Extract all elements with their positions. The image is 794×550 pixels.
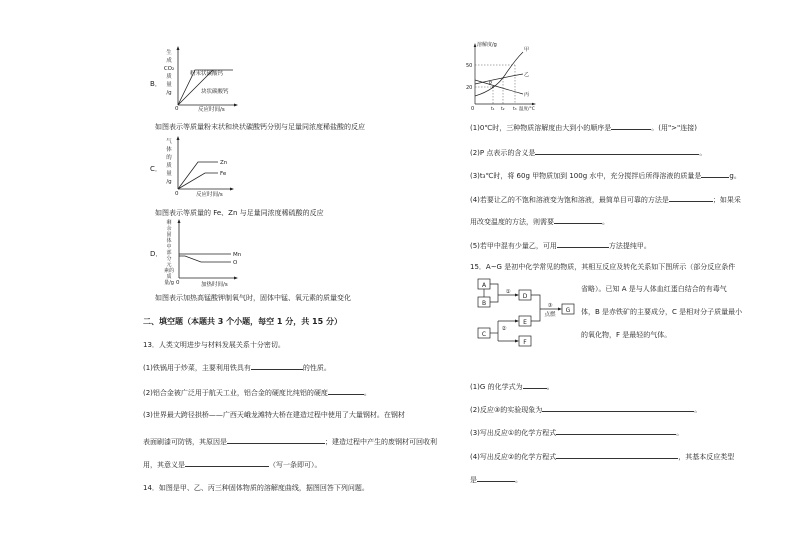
- chart-c-origin: 0: [175, 191, 179, 197]
- chart-b-caption: 如图表示等质量粉末状和块状碳酸钙分别与足量同浓度稀盐酸的反应: [155, 123, 365, 131]
- q15-part4-line1: (4)写出反应②的化学方程式 ，其基本反应类型: [470, 453, 735, 461]
- chart-d-ylabel-5: 部: [166, 250, 172, 256]
- q15-diagram: [474, 277, 584, 352]
- chart-b: [163, 45, 283, 115]
- q13-part3-line3: 用，其意义是 （写一条即可）。: [143, 461, 322, 469]
- chart-b-ylabel-0: 生: [166, 50, 172, 56]
- box-e-label: E: [523, 319, 527, 326]
- chart-d-line-o: [179, 256, 231, 262]
- sol-ylabel: 溶解度/g: [477, 42, 497, 48]
- q15-part4-line2: 是 。: [470, 476, 522, 484]
- chart-d-ylabel-8: 素的: [163, 268, 175, 274]
- chart-c: [163, 135, 263, 200]
- q15-blank3[interactable]: [556, 427, 676, 435]
- chart-c-ylabel-1: 体: [166, 147, 172, 153]
- q15-blank5[interactable]: [477, 474, 515, 482]
- q15-part1: (1)G 的化学式为 。: [470, 383, 554, 391]
- chart-c-line2-label: Fe: [220, 171, 227, 177]
- chart-d-ylabel-2: 固: [166, 232, 172, 238]
- box-d-label: D: [522, 293, 528, 300]
- q15-line2: 省略）。已知 A 是与人体血红蛋白结合的有毒气: [581, 285, 727, 293]
- box-b-label: B: [481, 300, 487, 307]
- q13-part2: (2)铝合金被广泛用于航天工业，铝合金的硬度比纯铝的硬度 。: [143, 389, 371, 397]
- sol-jia-label: 甲: [524, 47, 530, 53]
- q13-part3-line1: (3)世界最大跨径拱桥——广西天峨龙滩特大桥在建造过程中使用了大量钢材。在钢材: [143, 411, 405, 419]
- chart-d-ylabel-4: 中: [166, 244, 172, 250]
- q15-line3: 体，B 是赤铁矿的主要成分，C 是相对分子质量最小: [581, 308, 743, 316]
- q14-part4-line2: 用改变温度的方法，则需要 。: [470, 218, 609, 226]
- solubility-chart: [465, 40, 545, 112]
- box-a-label: A: [481, 282, 487, 289]
- chart-d-ylabel-9: 质: [166, 274, 172, 280]
- q14-blank3[interactable]: [701, 170, 729, 178]
- q14-blank6[interactable]: [557, 240, 609, 248]
- q14-blank2[interactable]: [535, 147, 699, 155]
- q15-stem: 15．A~G 是初中化学常见的物质，其相互反应及转化关系如下图所示（部分反应条件: [470, 263, 736, 271]
- q14-part4-line1: (4)若要让乙的不饱和溶液变为饱和溶液，最简单目可靠的方法是 ；如果采: [470, 196, 741, 204]
- chart-d-ylabel-1: 余: [166, 226, 172, 232]
- q14-blank5[interactable]: [554, 216, 602, 224]
- q15-line4: 的氧化物，F 是最轻的气体。: [581, 331, 672, 339]
- chart-c-ylabel-3: 质: [166, 163, 172, 169]
- reaction-3-condition: 点燃: [544, 312, 556, 318]
- box-f-label: F: [523, 339, 527, 346]
- sol-yi-label: 乙: [524, 72, 530, 78]
- q14-blank1[interactable]: [611, 122, 651, 130]
- chart-d-line2-label: O: [233, 260, 238, 266]
- option-c-label: C．: [150, 165, 162, 173]
- chart-c-ylabel: [166, 137, 172, 185]
- sol-t3: t₃: [513, 107, 517, 112]
- chart-d: [163, 218, 273, 290]
- sol-y20: 20: [466, 85, 473, 91]
- chart-d-ylabel-6: 分: [166, 256, 172, 262]
- q15-part3: (3)写出反应①的化学方程式 。: [470, 429, 684, 437]
- chart-c-ylabel-4: 量: [166, 171, 172, 177]
- sol-curve-jia: [475, 52, 523, 96]
- sol-t2: t₂: [501, 107, 505, 112]
- reaction-1-label: ①: [505, 289, 511, 295]
- q15-blank4[interactable]: [556, 451, 678, 459]
- q14-stem: 14．如图是甲、乙、丙三种固体物质的溶解度曲线，据图回答下列问题。: [143, 484, 369, 492]
- chart-b-line1-label: 粉末状碳酸钙: [190, 71, 224, 77]
- q14-part1: (1)0℃时，三种物质溶解度由大到小的顺序是 。(用">"连接): [470, 124, 698, 132]
- q15-part2: (2)反应③的实验现象为 。: [470, 406, 702, 414]
- chart-d-ylabel-0: 剩: [166, 220, 172, 226]
- chart-b-ylabel-5: /g: [166, 90, 172, 96]
- option-d-label: D．: [150, 250, 163, 258]
- q15-blank2[interactable]: [542, 404, 694, 412]
- reaction-3-label: ③: [547, 303, 553, 309]
- chart-c-ylabel-2: 的: [166, 155, 172, 161]
- chart-b-ylabel: [164, 48, 174, 96]
- chart-b-ylabel-2: CO₂: [163, 66, 175, 72]
- chart-b-origin: 0: [175, 106, 179, 112]
- q13-stem: 13．人类文明进步与材料发展关系十分密切。: [143, 341, 285, 349]
- chart-d-caption: 如图表示加热高锰酸钾制氧气时，固体中锰、氧元素的质量变化: [155, 294, 351, 302]
- q13-blank1[interactable]: [251, 362, 303, 370]
- chart-d-ylabel-7: 元: [166, 262, 172, 268]
- chart-d-ylabel-3: 体: [166, 238, 172, 244]
- chart-c-line-zn: [178, 162, 218, 189]
- box-g-label: G: [565, 307, 571, 314]
- chart-c-line1-label: Zn: [220, 160, 228, 166]
- q13-part1: (1)铁锅用于炒菜，主要利用铁具有 的性质。: [143, 364, 331, 372]
- chart-b-line2-label: 块状碳酸钙: [201, 89, 229, 95]
- chart-b-ylabel-3: 质: [166, 74, 172, 80]
- chart-b-xlabel: 反应时间/s: [198, 107, 225, 113]
- chart-d-xlabel: 加热时间/s: [201, 282, 228, 288]
- chart-c-caption: 如图表示等质量的 Fe、Zn 与足量同浓度稀硫酸的反应: [155, 209, 324, 217]
- q13-blank3[interactable]: [227, 436, 325, 444]
- q14-part5: (5)若甲中混有少量乙，可用 方法提纯甲。: [470, 242, 651, 250]
- sol-p-label: P: [489, 81, 493, 87]
- chart-c-ylabel-5: /g: [166, 179, 172, 185]
- chart-d-line1-label: Mn: [233, 252, 242, 258]
- chart-b-ylabel-4: 量: [166, 82, 172, 88]
- q14-blank4[interactable]: [669, 194, 713, 202]
- q15-blank1[interactable]: [523, 381, 547, 389]
- chart-d-ylabel: [164, 219, 174, 286]
- box-c-label: C: [481, 331, 487, 338]
- option-b-label: B．: [150, 80, 162, 88]
- q13-blank2[interactable]: [328, 387, 364, 395]
- chart-b-ylabel-1: 成: [166, 58, 172, 64]
- chart-c-ylabel-0: 气: [166, 139, 172, 145]
- sol-y50: 50: [466, 63, 473, 69]
- q14-part2: (2)P 点表示的含义是 。: [470, 149, 707, 157]
- reaction-2-label: ②: [501, 326, 507, 332]
- sol-t1: t₁: [491, 107, 495, 112]
- chart-c-xlabel: 反应时间/s: [196, 192, 223, 198]
- sol-xlabel: 温度/°C: [519, 107, 535, 112]
- chart-d-origin: 0: [176, 280, 180, 286]
- sol-origin: 0: [471, 106, 475, 112]
- q13-blank4[interactable]: [185, 459, 269, 467]
- section-title: 二、填空题（本题共 3 个小题，每空 1 分，共 15 分）: [143, 317, 342, 326]
- q13-part3-line2: 表面刷漆可防锈，其原因是 ；建造过程中产生的废钢材可回收利: [143, 438, 437, 446]
- chart-d-ylabel-10: 量/g: [164, 280, 174, 286]
- sol-bing-label: 丙: [524, 92, 530, 98]
- q14-part3: (3)t₃℃时，将 60g 甲物质加到 100g 水中，充分搅拌后所得溶液的质量是 g。: [470, 172, 741, 180]
